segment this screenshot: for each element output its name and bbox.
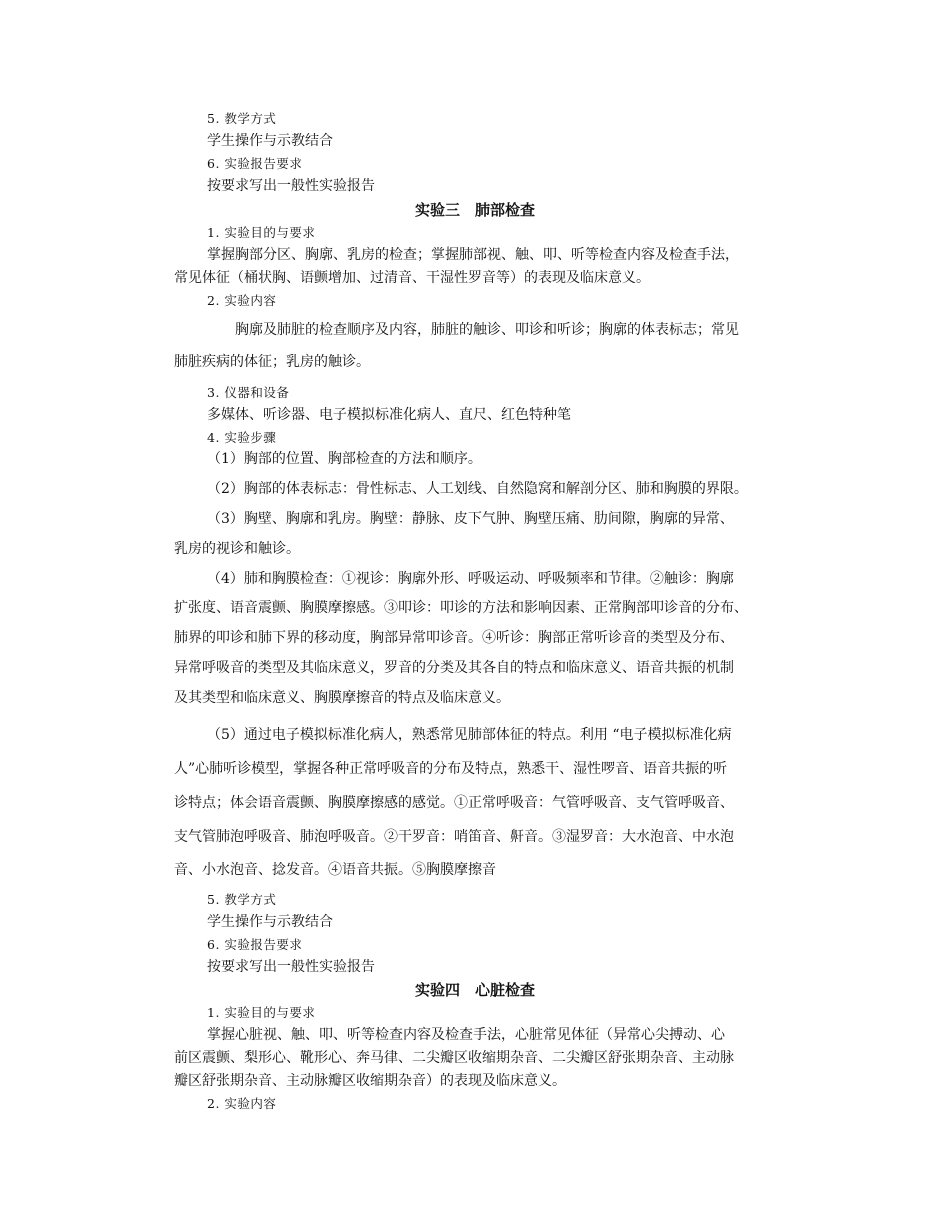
- paragraph-line: 前区震颤、梨形心、靴形心、奔马律、二尖瓣区收缩期杂音、二尖瓣区舒张期杂音、主动脉: [174, 1050, 734, 1066]
- paragraph-line: 掌握心脏视、触、叩、听等检查内容及检查手法，心脏常见体征（异常心尖搏动、心: [207, 1027, 725, 1043]
- step-3-line: （3）胸壁、胸廓和乳房。胸壁：静脉、皮下气肿、胸壁压痛、肋间隙，胸廓的异常、: [207, 511, 734, 527]
- paragraph-text: 按要求写出一般性实验报告: [207, 959, 375, 975]
- paragraph-line: 常见体征（桶状胸、语颤增加、过清音、干湿性罗音等）的表现及临床意义。: [174, 270, 650, 286]
- section-heading-content: 2. 实验内容: [207, 293, 277, 308]
- section-heading-teaching-method: 5. 教学方式: [207, 892, 277, 907]
- step-5-line: 音、小水泡音、捻发音。④语音共振。⑤胸膜摩擦音: [174, 862, 496, 878]
- step-5-line: （5）通过电子模拟标准化病人，熟悉常见肺部体征的特点。利用 “电子模拟标准化病: [207, 727, 732, 743]
- step-4-line: 异常呼吸音的类型及其临床意义，罗音的分类及其各自的特点和临床意义、语音共振的机制: [174, 660, 734, 676]
- paragraph-line: 肺脏疾病的体征；乳房的触诊。: [174, 354, 370, 370]
- paragraph-text: 按要求写出一般性实验报告: [207, 178, 375, 194]
- experiment-title: 实验三 肺部检查: [414, 201, 535, 219]
- section-heading-report: 6. 实验报告要求: [207, 937, 303, 952]
- step-4-line: 及其类型和临床意义、胸膜摩擦音的特点及临床意义。: [174, 690, 510, 706]
- experiment-title: 实验四 心脏检查: [414, 981, 535, 999]
- step-2: （2）胸部的体表标志：骨性标志、人工划线、自然隐窝和解剖分区、肺和胸膜的界限。: [207, 481, 748, 497]
- paragraph-line: 瓣区舒张期杂音、主动脉瓣区收缩期杂音）的表现及临床意义。: [174, 1073, 566, 1089]
- section-heading-teaching-method: 5. 教学方式: [207, 111, 277, 126]
- step-3-line: 乳房的视诊和触诊。: [174, 541, 300, 557]
- step-5-line: 支气管肺泡呼吸音、肺泡呼吸音。②干罗音：哨笛音、鼾音。③湿罗音：大水泡音、中水泡: [174, 829, 734, 845]
- paragraph-text: 学生操作与示教结合: [207, 133, 333, 149]
- step-4-line: （4）肺和胸膜检查：①视诊：胸廓外形、呼吸运动、呼吸频率和节律。②触诊：胸廓: [207, 571, 734, 587]
- paragraph-text: 学生操作与示教结合: [207, 914, 333, 930]
- step-4-line: 扩张度、语音震颤、胸膜摩擦感。③叩诊：叩诊的方法和影响因素、正常胸部叩诊音的分布、: [174, 600, 748, 616]
- step-5-line: 诊特点；体会语音震颤、胸膜摩擦感的感觉。①正常呼吸音：气管呼吸音、支气管呼吸音、: [174, 795, 734, 811]
- paragraph-line: 掌握胸部分区、胸廓、乳房的检查；掌握肺部视、触、叩、听等检查内容及检查手法，: [207, 247, 739, 263]
- step-1: （1）胸部的位置、胸部检查的方法和顺序。: [207, 451, 482, 467]
- paragraph-line: 胸廓及肺脏的检查顺序及内容，肺脏的触诊、叩诊和听诊；胸廓的体表标志；常见: [235, 322, 739, 338]
- step-4-line: 肺界的叩诊和肺下界的移动度，胸部异常叩诊音。④听诊：胸部正常听诊音的类型及分布、: [174, 630, 734, 646]
- step-5-line: 人”心肺听诊模型，掌握各种正常呼吸音的分布及特点，熟悉干、湿性啰音、语音共振的听: [174, 761, 728, 777]
- section-heading-report: 6. 实验报告要求: [207, 156, 303, 171]
- section-heading-content: 2. 实验内容: [207, 1096, 277, 1111]
- section-heading-steps: 4. 实验步骤: [207, 430, 277, 445]
- section-heading-purpose: 1. 实验目的与要求: [207, 1005, 316, 1020]
- section-heading-equipment: 3. 仪器和设备: [207, 385, 290, 400]
- section-heading-purpose: 1. 实验目的与要求: [207, 225, 316, 240]
- paragraph-text: 多媒体、听诊器、电子模拟标准化病人、直尺、红色特种笔: [207, 407, 571, 423]
